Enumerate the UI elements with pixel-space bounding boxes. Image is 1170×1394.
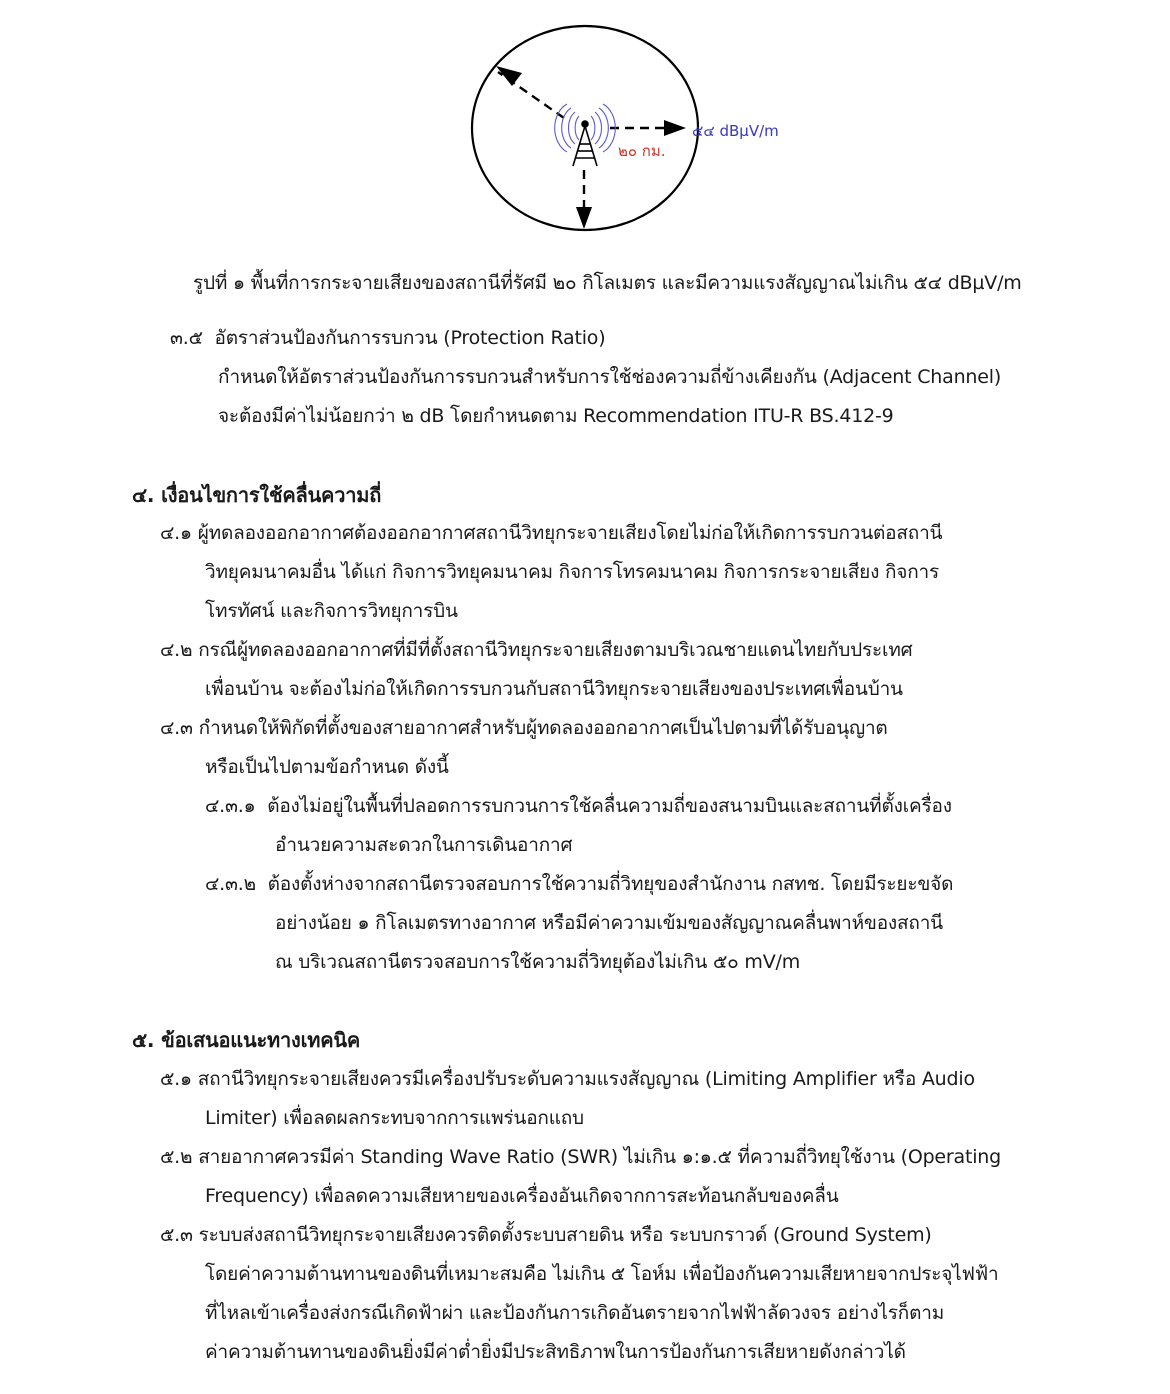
item-text: สายอากาศควรมีค่า Standing Wave Ratio (SWR) ไม่เกิน ๑:๑.๕ ที่ความถี่วิทยุใช้งาน (Operating [198,1146,1002,1168]
figure-caption: รูปที่ ๑ พื้นที่การกระจายเสียงของสถานีที่รัศมี ๒๐ กิโลเมตร และมีความแรงสัญญาณไม่เกิน ๕๔ dBµV/m [193,272,1022,294]
item-5-3-line: โดยค่าความต้านทานของดินที่เหมาะสมคือ ไม่เกิน ๕ โอห์ม เพื่อป้องกันความเสียหายจากประจุไฟฟ้า [205,1263,999,1285]
item-5-1 [160,1066,975,1092]
item-4-1-line: วิทยุคมนาคมอื่น ได้แก่ กิจการวิทยุคมนาคม กิจการโทรคมนาคม กิจการกระจายเสียง กิจการ [205,561,940,583]
item-5-3-line: ที่ไหลเข้าเครื่องส่งกรณีเกิดฟ้าผ่า และป้องกันการเกิดอันตรายจากไฟฟ้าลัดวงจร อย่างไรก็ตาม [205,1302,945,1324]
item-4-2 [160,637,913,663]
item-4-3-2 [205,871,953,897]
item-5-3-line: ค่าความต้านทานของดินยิ่งมีค่าต่ำยิ่งมีประสิทธิภาพในการป้องกันการเสียหายดังกล่าวได้ [205,1341,906,1363]
item-text: ระบบส่งสถานีวิทยุกระจายเสียงควรติดตั้งระบบสายดิน หรือ ระบบกราวด์ (Ground System) [198,1224,932,1246]
item-4-3-2-line: อย่างน้อย ๑ กิโลเมตรทางอากาศ หรือมีค่าความเข้มของสัญญาณคลื่นพาห์ของสถานี [275,912,943,934]
section-3-5-number: ๓.๕ [170,327,203,349]
item-text: กรณีผู้ทดลองออกอากาศที่มีที่ตั้งสถานีวิทยุกระจายเสียงตามบริเวณชายแดนไทยกับประเทศ [198,639,913,661]
arrowhead-right [664,120,686,136]
item-text: ต้องไม่อยู่ในพื้นที่ปลอดการรบกวนการใช้คลื่นความถี่ของสนามบินและสถานที่ตั้งเครื่อง [267,795,952,817]
item-text: สถานีวิทยุกระจายเสียงควรมีเครื่องปรับระดับความแรงสัญญาณ (Limiting Amplifier หรือ Audio [197,1068,975,1090]
item-4-3-line: หรือเป็นไปตามข้อกำหนด ดังนี้ [205,756,449,778]
item-number: ๔.๑ [160,522,192,544]
distance-label: ๒๐ กม. [618,142,666,160]
item-5-1-line: Limiter) เพื่อลดผลกระทบจากการแพร่นอกแถบ [205,1107,584,1129]
item-4-2-line: เพื่อนบ้าน จะต้องไม่ก่อให้เกิดการรบกวนกับสถานีวิทยุกระจายเสียงของประเทศเพื่อนบ้าน [205,678,903,700]
item-5-3 [160,1222,932,1248]
item-4-3-2-line: ณ บริเวณสถานีตรวจสอบการใช้ความถี่วิทยุต้องไม่เกิน ๕๐ mV/m [275,951,801,973]
item-5-2 [160,1144,1001,1170]
item-text: ต้องตั้งห่างจากสถานีตรวจสอบการใช้ความถี่วิทยุของสำนักงาน กสทช. โดยมีระยะขจัด [267,873,954,895]
signal-strength-label: ๕๔ dBµV/m [692,122,779,140]
arrowhead-upper-left [496,66,522,86]
item-number: ๔.๓ [160,717,193,739]
section-3-5-title-text: อัตราส่วนป้องกันการรบกวน (Protection Ratio) [214,327,606,349]
item-number: ๕.๒ [160,1146,193,1168]
item-4-3-1 [205,793,952,819]
section-4-heading: ๔. เงื่อนไขการใช้คลื่นความถี่ [132,483,382,507]
section-3-5-line: จะต้องมีค่าไม่น้อยกว่า ๒ dB โดยกำหนดตาม Recommendation ITU-R BS.412-9 [218,405,894,427]
section-5-heading: ๕. ข้อเสนอแนะทางเทคนิค [132,1028,361,1052]
antenna-tower-icon [573,121,597,166]
item-number: ๔.๓.๑ [205,795,256,817]
item-text: ผู้ทดลองออกอากาศต้องออกอากาศสถานีวิทยุกระจายเสียงโดยไม่ก่อให้เกิดการรบกวนต่อสถานี [197,522,943,544]
item-5-2-line: Frequency) เพื่อลดความเสียหายของเครื่องอันเกิดจากการสะท้อนกลับของคลื่น [205,1185,839,1207]
arrowhead-down [576,207,592,229]
item-4-3 [160,715,888,741]
item-number: ๕.๓ [160,1224,193,1246]
item-4-3-1-line: อำนวยความสะดวกในการเดินอากาศ [275,834,573,856]
section-3-5-line: กำหนดให้อัตราส่วนป้องกันการรบกวนสำหรับการใช้ช่องความถี่ข้างเคียงกัน (Adjacent Channel) [218,366,1002,388]
section-3-5-title [170,325,605,351]
item-text: กำหนดให้พิกัดที่ตั้งของสายอากาศสำหรับผู้ทดลองออกอากาศเป็นไปตามที่ได้รับอนุญาต [198,717,888,739]
item-number: ๔.๒ [160,639,193,661]
coverage-diagram [460,20,820,250]
item-number: ๔.๓.๒ [205,873,256,895]
item-number: ๕.๑ [160,1068,192,1090]
item-4-1 [160,520,942,546]
item-4-1-line: โทรทัศน์ และกิจการวิทยุการบิน [205,600,458,622]
